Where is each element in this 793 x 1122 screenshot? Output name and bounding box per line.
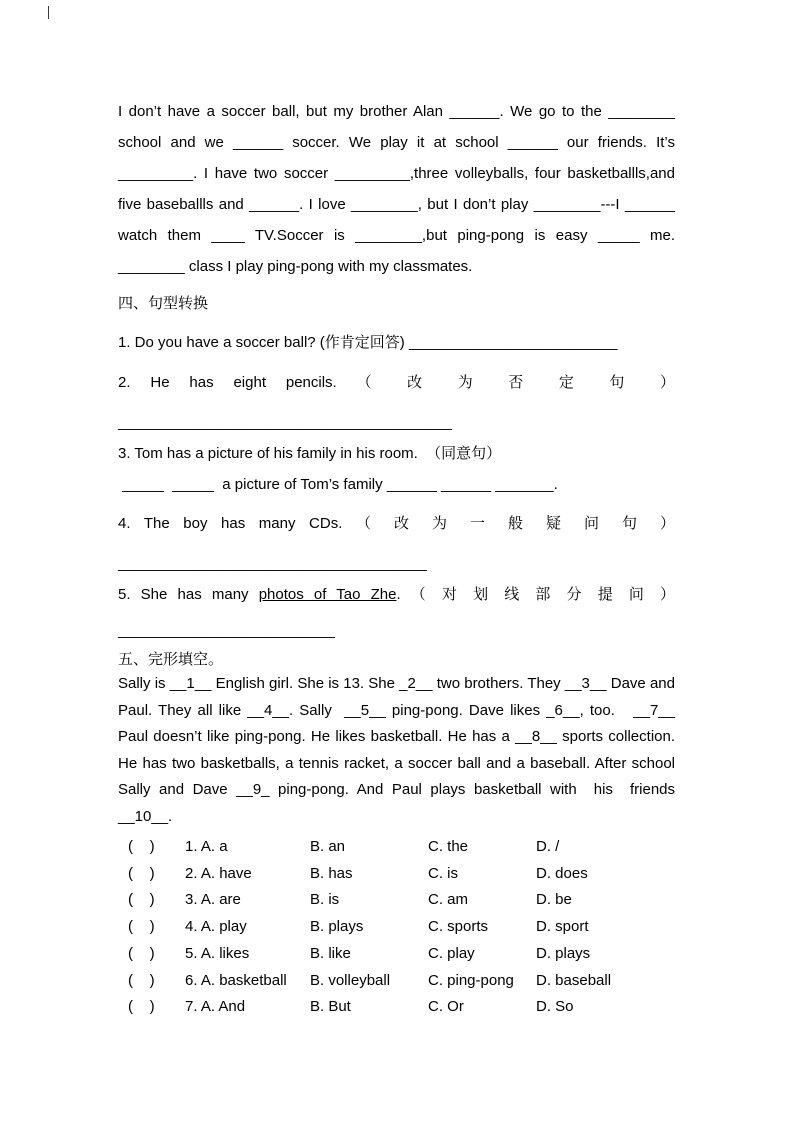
answer-bracket: ( ) [128, 891, 155, 909]
choice-list [118, 834, 675, 1021]
option-d: D. be [536, 891, 572, 909]
question-4-5-text-suffix: . （ 对 划 线 部 分 提 问 ） [396, 586, 675, 603]
option-b: B. like [310, 944, 351, 962]
choice-row-1 [118, 834, 675, 861]
option-a: 6. A. basketball [185, 971, 287, 989]
option-c: C. sports [428, 918, 489, 936]
answer-bracket: ( ) [128, 998, 155, 1016]
question-4-4-answer-blank: _____________________________________ [118, 555, 427, 572]
section-4-title: 四、句型转换 [118, 295, 209, 312]
choice-row-5 [118, 941, 675, 968]
choice-row-6 [118, 968, 675, 995]
option-d: D. / [536, 838, 560, 855]
question-4-4: 4. The boy has many CDs. （ 改 为 一 般 疑 问 句 ） [118, 515, 675, 532]
question-4-3-answer-line: _____ _____ a picture of Tom’s family ______ ______ _______. [118, 476, 558, 493]
answer-bracket: ( ) [128, 838, 155, 855]
option-b: B. But [310, 998, 351, 1016]
option-d: D. sport [536, 918, 589, 936]
option-c: C. the [428, 838, 469, 855]
choice-row-2 [118, 861, 675, 888]
option-c: C. is [428, 864, 458, 882]
option-c: C. play [428, 944, 475, 962]
choice-row-7 [118, 994, 675, 1021]
option-a: 7. A. And [185, 998, 246, 1016]
cloze-passage-section3: I don’t have a soccer ball, but my brother Alan ______. We go to the ________ school and we ______ soccer. We play it at school ______ our friends. It’s _________. I have two soccer _________,three volleyballs, four basketballls,and five baseballls and ______. I love ________, but I don’t play ________---I ______ watch them ____ TV.Soccer is ________,but ping-pong is easy _____ me. ________ class I play ping-pong with my classmates. [118, 103, 675, 275]
cloze-passage-section5: Sally is __1__ English girl. She is 13. She _2__ two brothers. They __3__ Dave and Paul. They all like __4__. Sally __5__ ping-pong. Dave likes _6__, too. __7__ Paul doesn’t like ping-pong. He likes basketball. He has a __8__ sports collection. He has two basketballs, a tennis racket, a soccer ball and a baseball. After school Sally and Dave __9_ ping-pong. And Paul plays basketball with his friends __10__. [118, 675, 675, 825]
question-4-1: 1. Do you have a soccer ball? (作肯定回答) _________________________ [118, 334, 618, 351]
option-a: 3. A. are [185, 891, 241, 909]
option-a: 4. A. play [185, 918, 247, 936]
option-d: D. baseball [536, 971, 612, 989]
option-a: 2. A. have [185, 864, 252, 882]
question-4-5-underlined-phrase: photos of Tao Zhe [258, 586, 397, 603]
option-b: B. has [310, 864, 353, 882]
option-c: C. ping-pong [428, 971, 514, 989]
option-c: C. Or [428, 998, 464, 1016]
choice-row-4 [118, 914, 675, 941]
option-d: D. plays [536, 944, 591, 962]
answer-bracket: ( ) [128, 918, 155, 936]
option-a: 1. A. a [185, 838, 228, 855]
answer-bracket: ( ) [128, 864, 155, 882]
option-d: D. does [536, 864, 588, 882]
question-4-3: 3. Tom has a picture of his family in his room. （同意句） [118, 445, 502, 462]
option-b: B. volleyball [310, 971, 391, 989]
question-4-2: 2. He has eight pencils. （ 改 为 否 定 句 ） [118, 374, 675, 391]
answer-bracket: ( ) [128, 944, 155, 962]
section-5-title: 五、完形填空。 [118, 651, 224, 668]
option-c: C. am [428, 891, 469, 909]
question-4-2-answer-blank: ________________________________________ [118, 414, 452, 431]
answer-bracket: ( ) [128, 971, 155, 989]
option-b: B. plays [310, 918, 364, 936]
option-b: B. is [310, 891, 340, 909]
question-4-5 [118, 579, 675, 610]
question-4-5-text-prefix: 5. She has many [118, 586, 259, 603]
question-4-5-answer-blank: __________________________ [118, 622, 335, 639]
option-b: B. an [310, 838, 346, 855]
choice-row-3 [118, 887, 675, 914]
option-a: 5. A. likes [185, 944, 250, 962]
page-corner-mark [48, 6, 49, 19]
option-d: D. So [536, 998, 574, 1016]
